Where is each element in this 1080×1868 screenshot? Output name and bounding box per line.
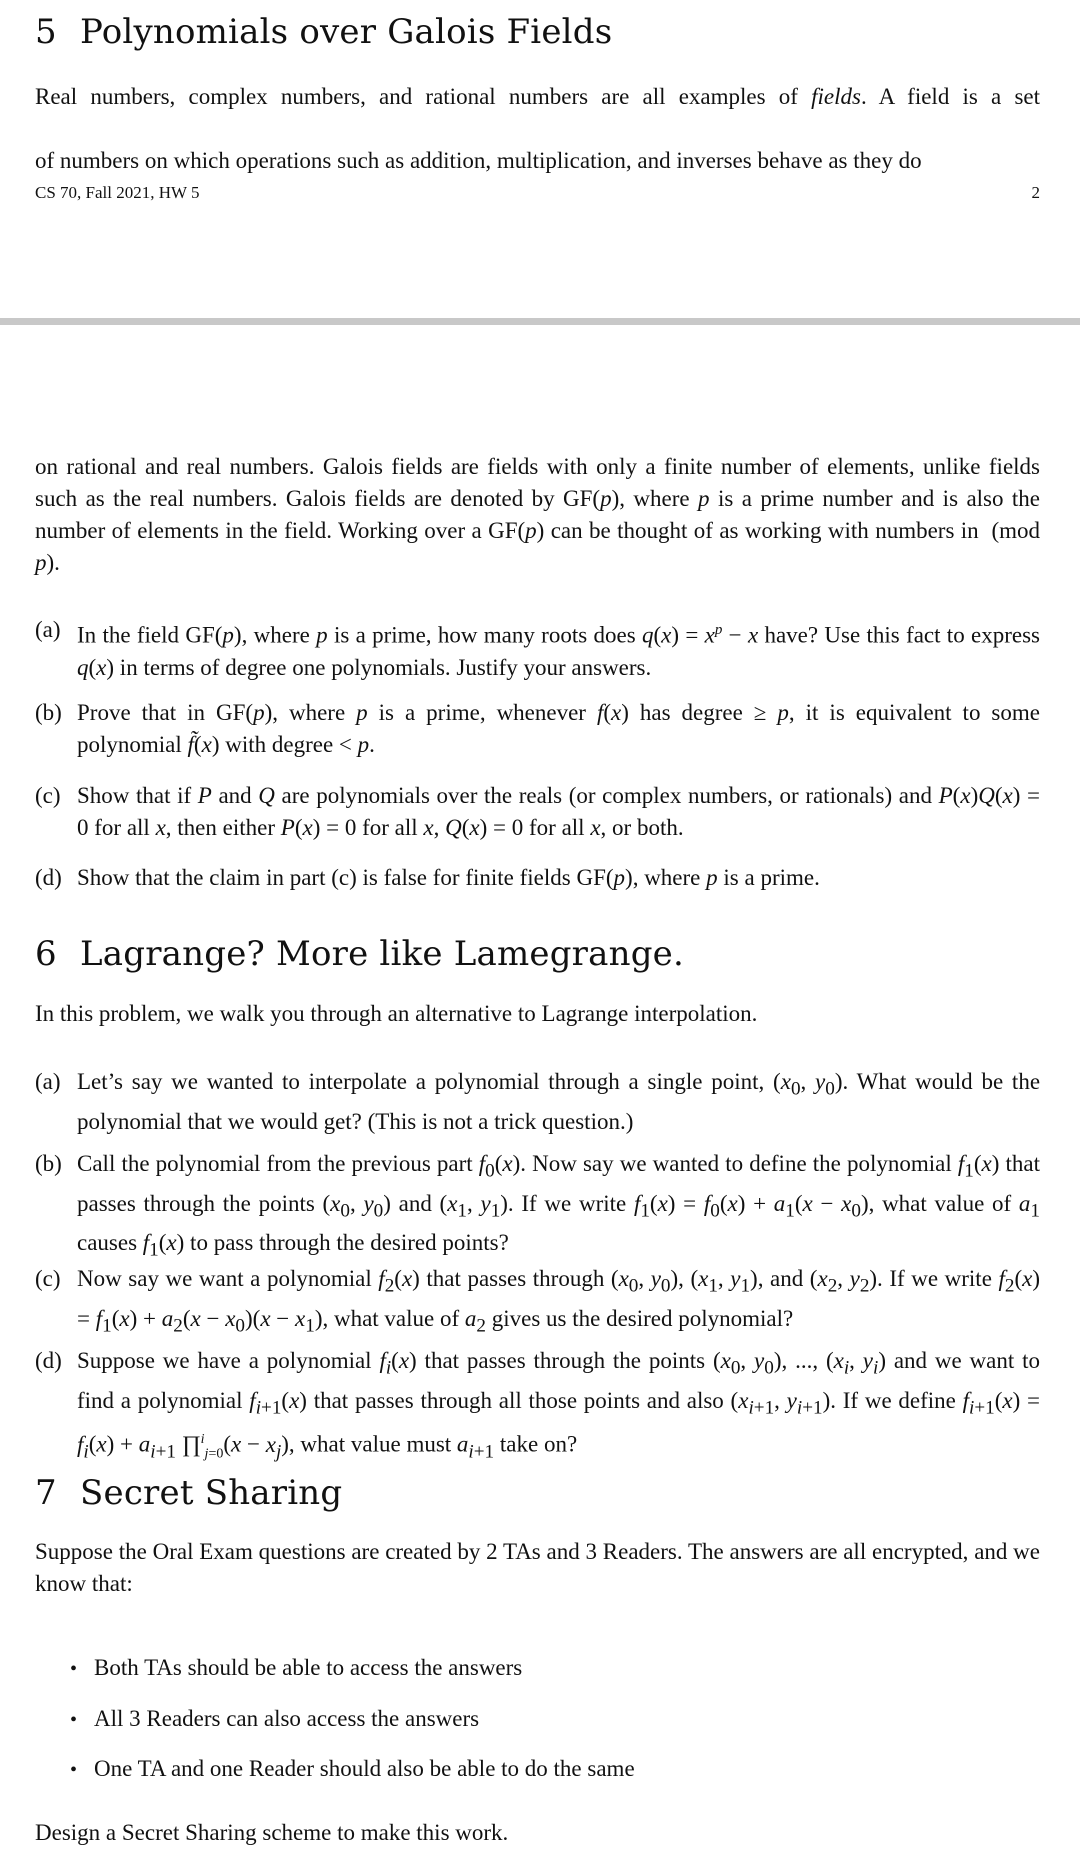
list-item: • One TA and one Reader should also be able to do the same	[70, 1753, 635, 1786]
section-title: Lagrange? More like Lamegrange.	[80, 934, 684, 974]
item-text: Call the polynomial from the previous part $f_0(x)$. Now say we wanted to define the polynomial $f_1(x)$ that passes through the points ($x_0$, $y_0$) and ($x_1$, $y_1$). If we write $f_1(x) = f_0(x) + a_1(x - x_0)$, what value of $a_1$ causes $f_1(x)$ to pass through the desired points?	[77, 1151, 1040, 1261]
intro-line: Real numbers, complex numbers, and rational numbers are all examples of fields. A field is a set	[35, 84, 1040, 109]
problem-5c	[35, 780, 1040, 844]
section-title: Polynomials over Galois Fields	[80, 12, 613, 52]
item-label: (a)	[35, 1069, 61, 1094]
section-6-intro: In this problem, we walk you through an alternative to Lagrange interpolation.	[35, 1001, 758, 1026]
item-text: Prove that in GF(p), where p is a prime, whenever f(x) has degree ≥ p, it is equivalent to some polynomial f̃(x) with degree < p.	[77, 700, 1040, 757]
section-6-heading	[35, 934, 684, 974]
item-label: (d)	[35, 865, 62, 890]
footer-course: CS 70, Fall 2021, HW 5	[35, 183, 200, 202]
bullet-icon: •	[70, 1709, 78, 1731]
problem-5a	[35, 614, 1040, 684]
section-number: 6	[35, 934, 57, 974]
section-5-intro-bottom	[35, 451, 1040, 579]
item-text: Suppose we have a polynomial $f_i(x)$ that passes through the points ($x_0$, $y_0$), ..., ($x_i$, $y_i$) and we want to find a polynomial $f_{i+1}(x)$ that passes through all those points and also ($x_{i+1}$, $y_{i+1}$). If we define $f_{i+1}(x) = f_i(x) + a_{i+1}$ ∏$^i_{j=0}$(x − $x_j$), what value must $a_{i+1}$ take on?	[77, 1348, 1041, 1463]
intro-line: of numbers on which operations such as addition, multiplication, and inverses behave as they do	[35, 148, 922, 173]
section-7-heading	[35, 1473, 342, 1513]
section-7-closing: Design a Secret Sharing scheme to make this work.	[35, 1820, 509, 1845]
problem-5d	[35, 862, 1040, 894]
page-top-fragment	[0, 0, 1080, 318]
problem-6d	[35, 1345, 1040, 1470]
problem-6a	[35, 1066, 1040, 1138]
problem-5b	[35, 697, 1040, 761]
item-text: Show that if P and Q are polynomials over the reals (or complex numbers, or rationals) and P(x)Q(x) = 0 for all x, then either P(x) = 0 for all x, Q(x) = 0 for all x, or both.	[77, 783, 1040, 840]
page-break-divider	[0, 318, 1080, 325]
intro-paragraph: on rational and real numbers. Galois fields are fields with only a finite number of elements, unlike fields such as the real numbers. Galois fields are denoted by GF(p), where p is a prime number and is also the number of elements in the field. Working over a GF(p) can be thought of as working with numbers in (mod p).	[35, 454, 1041, 575]
page-footer	[35, 183, 1040, 203]
list-item: • Both TAs should be able to access the answers	[70, 1652, 522, 1685]
problem-6c	[35, 1263, 1040, 1342]
item-label: (c)	[35, 1266, 61, 1291]
section-5-heading	[35, 12, 612, 52]
item-label: (b)	[35, 700, 62, 725]
footer-page-number: 2	[1031, 183, 1040, 202]
item-label: (a)	[35, 617, 61, 642]
section-number: 7	[35, 1473, 57, 1513]
list-item: • All 3 Readers can also access the answers	[70, 1703, 479, 1736]
page-main-fragment	[0, 325, 1080, 1868]
problem-6b	[35, 1148, 1040, 1267]
item-label: (c)	[35, 783, 61, 808]
section-5-intro-top	[35, 81, 1040, 177]
section-number: 5	[35, 12, 57, 52]
item-text: Now say we want a polynomial $f_2(x)$ that passes through ($x_0$, $y_0$), ($x_1$, $y_1$), and ($x_2$, $y_2$). If we write $f_2(x) = f_1(x) + a_2(x - x_0)(x - x_1)$, what value of $a_2$ gives us the desired polynomial?	[77, 1266, 1041, 1337]
bullet-icon: •	[70, 1658, 78, 1680]
item-label: (d)	[35, 1348, 62, 1373]
item-text: Let’s say we wanted to interpolate a polynomial through a single point, ($x_0$, $y_0$). What would be the polynomial that we would get? (This is not a trick question.)	[77, 1069, 1041, 1134]
section-7-intro	[35, 1536, 1040, 1600]
item-label: (b)	[35, 1151, 62, 1176]
item-text: In the field GF(p), where p is a prime, how many roots does $q(x) = x^p - x$ have? Use this fact to express q(x) in terms of degree one polynomials. Justify your answers.	[77, 622, 1040, 680]
section-title: Secret Sharing	[80, 1473, 343, 1513]
intro-paragraph: Suppose the Oral Exam questions are created by 2 TAs and 3 Readers. The answers are all encrypted, and we know that:	[35, 1539, 1040, 1596]
item-text: Show that the claim in part (c) is false for finite fields GF(p), where p is a prime.	[77, 865, 820, 890]
bullet-icon: •	[70, 1759, 78, 1781]
